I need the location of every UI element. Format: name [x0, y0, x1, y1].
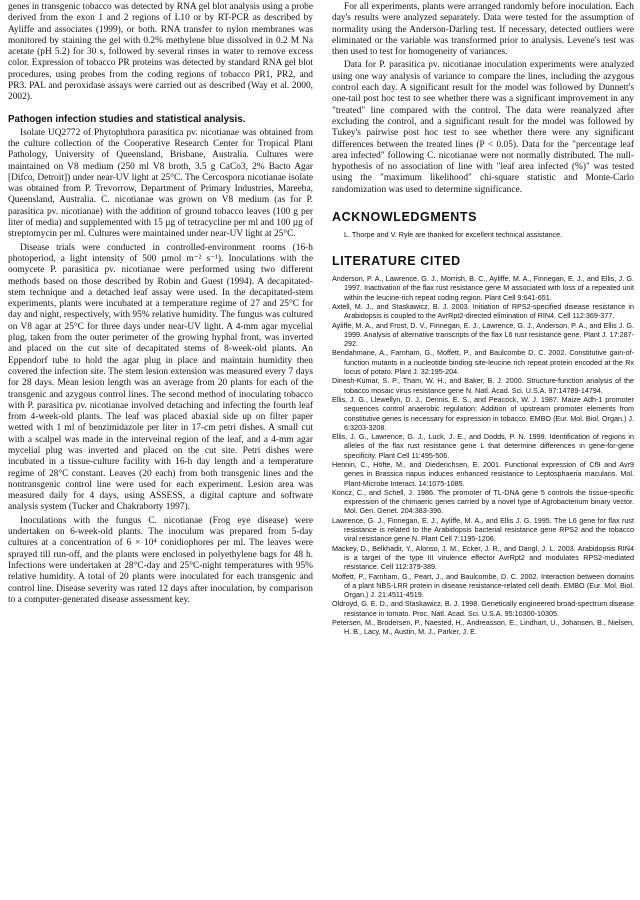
- reference-entry: Dinesh-Kumar, S. P., Tham, W. H., and Baker, B. J. 2000. Structure-function analysis of the tobacco mosaic virus resistance gene N. Natl. Acad. Sci. U.S.A. 97:14789-14794.: [332, 376, 634, 395]
- reference-entry: Petersen, M., Brodersen, P., Naested, H., Andreasson, E., Lindhart, U., Johansen, B., Nielsen, H. B., Lacy, M., Austin, M. J., Parker, J. E.: [332, 618, 634, 637]
- reference-entry: Moffett, P., Farnham, G., Peart, J., and Baulcombe, D. C. 2002. Interaction between domains of a plant NBS-LRR protein in disease resistance-related cell death. EMBO (Eur. Mol. Biol. Organ.) J. 21:4511-4519.: [332, 571, 634, 600]
- intro-paragraph: genes in transgenic tobacco was detected by RNA gel blot analysis using a probe derived from the exon 1 and 2 regions of L10 or by RT-PCR as described by Ayliffe and associates (1999), or both. RNA transfer to nylon membranes was monitored by staining the gel with 0.2% methylene blue dissolved in 0.2 M Na acetate (pH 5.2) for 30 s, followed by several rinses in water to remove excess color. Expression of tobacco PR proteins was detected by standard RNA gel blot procedures, using probes from the coding regions of tobacco PR1, PR2, and PR3. PAL and peroxidase assays were carried out as described (Way et al. 2000, 2002).: [8, 2, 313, 103]
- statistics-paragraph-1: For all experiments, plants were arranged randomly before inoculation. Each day's results were analyzed separately. Data were tested for the assumption of normality using the Anderson-Darling test. If necessary, detected outliers were eliminated or the variable was transformed prior to analysis. Levene's test was then used to test for homogeneity of variances.: [332, 2, 634, 58]
- reference-entry: Hennin, C., Höfte, M., and Diederichsen, E. 2001. Functional expression of Cf9 and Avr9 genes in Brassica napus induces enhanced resistance to Leptosphaeria maculans. Mol. Plant-Microbe Interact. 14:1075-1085.: [332, 459, 634, 488]
- isolate-paragraph: Isolate UQ2772 of Phytophthora parasitica pv. nicotianae was obtained from the culture collection of the Cooperative Research Center for Tropical Plant Pathology, University of Queensland, Brisbane, Australia. Cultures were maintained on V8 medium (250 ml V8 broth, 3.5 g CaCo3, 2% Bacto Agar [Difco, Detroit]) under near-UV light at 25°C. The Cercospora nicotianae isolate was obtained from P. Trevorrow, Department of Primary Industries, Mareeba, Queensland, Australia. C. nicotianae was grown on V8 medium (as for P. parasitica pv. nicotianae) with the addition of ground tobacco leaves (100 g per liter of media) and supplemented with 15 µg of tetracycline per ml and 100 µg of streptomycin per ml. Cultures were maintained under near-UV light at 25°C.: [8, 127, 313, 240]
- reference-entry: Koncz, C., and Schell, J. 1986. The promoter of TL-DNA gene 5 controls the tissue-specific expression of the chimaeric genes carried by a novel type of Agrobacterium binary vector. Mol. Gen. Genet. 204:383-396.: [332, 487, 634, 516]
- acknowledgments-heading: ACKNOWLEDGMENTS: [332, 210, 478, 225]
- reference-entry: Anderson, P. A., Lawrence, G. J., Morrish, B. C., Ayliffe, M. A., Finnegan, E. J., and Ellis, J. G. 1997. Inactivation of the flax rust resistance gene M associated with loss of a repeated unit within the leucine-rich repeat coding region. Plant Cell 9:641-651.: [332, 274, 634, 302]
- reference-entry: Lawrence, G. J., Finnegan, E. J., Ayliffe, M. A., and Ellis J. G. 1995. The L6 gene for flax rust resistance is related to the Arabidopsis bacterial resistance gene RPS2 and the tobacco viral resistance gene N. Plant Cell 7:1195-1206.: [332, 515, 634, 544]
- left-column: [8, 2, 313, 608]
- reference-entry: Oldroyd, G. E. D., and Staskawicz, B. J. 1998. Genetically engineered broad-spectrum disease resistance in tomato. Proc. Natl. Acad. Sci. U.S.A. 95:10300-10305.: [332, 599, 634, 618]
- reference-entry: Ellis, J. G., Llewellyn, D. J., Dennis, E. S., and Peacock, W. J. 1987. Maize Adh-1 promoter sequences control anaerobic regulation: Addition of upstream promoter elements from constitutive genes is necessary for expression in tobacco. EMBO (Eur. Mol. Biol. Organ.) J. 6:3203-3208.: [332, 394, 634, 432]
- statistics-paragraph-2: Data for P. parasitica pv. nicotianae inoculation experiments were analyzed using one way analysis of variance to compare the lines, including the azygous control each day. A significant result for the model was followed by Dunnett's one-tail post hoc test to see whether there was a significant improvement in any "treated" line compared with the control. The data were reanalyzed after excluding the control, and a significant result for the model was followed by Tukey's pairwise post hoc test to see whether there were any significant differences between the treated lines (P < 0.05). Data for the "percentage leaf area infected" following C. nicotianae were not normally distributed. The null-hypothesis of no association of line with "leaf area infected (%)" was tested using the "maximum likelihood" chi-square statistic and Monte-Carlo randomization was used to determine significance.: [332, 60, 634, 195]
- reference-entry: Mackey, D., Belkhadir, Y., Alonso, J. M., Ecker, J. R., and Dangl, J. L. 2003. Arabidopsis RIN4 is a target of the type III virulence effector AvrRpt2 and modulates RPS2-mediated resistance. Cell 112:379-389.: [332, 543, 634, 572]
- section-heading-pathogen: Pathogen infection studies and statistical analysis.: [8, 113, 246, 125]
- reference-list: [332, 274, 634, 637]
- reference-entry: Ayliffe, M. A., and Frost, D. V., Finnegan, E. J., Lawrence, G. J., Anderson, P. A., and Ellis J. G. 1999. Analysis of alternative transcripts of the flax L6 rust resistance gene. Plant J. 17:287-292.: [332, 320, 634, 349]
- literature-cited-heading: LITERATURE CITED: [332, 254, 461, 269]
- acknowledgments-text: L. Thorpe and V. Ryle are thanked for excellent technical assistance.: [344, 230, 563, 240]
- reference-entry: Ellis, J. G., Lawrence, G. J., Luck, J. E., and Dodds, P. N. 1999. Identification of regions in alleles of the flax rust resistance gene L that determine differences in gene-for-gene specificity. Plant Cell 11:495-506.: [332, 432, 634, 460]
- cercospora-paragraph: Inoculations with the fungus C. nicotianae (Frog eye disease) were undertaken on 6-week-old plants. The inoculum was prepared from 5-day cultures at a concentration of 6 × 10⁴ conidiophores per ml. The leaves were sprayed till run-off, and the plants were enclosed in polyethylene bags for 48 h. Infections were undertaken at 28°C-day and 25°C-night temperatures with 95% relative humidity. A total of 20 plants were inoculated for each transgenic and control line. Disease severity was rated 12 days after inoculation, by comparison to a computer-generated disease assessment key.: [8, 515, 313, 605]
- disease-trials-paragraph: Disease trials were conducted in controlled-environment rooms (16-h photoperiod, a light intensity of 500 µmol m⁻² s⁻¹). Inoculations with the oomycete P. parasitica pv. nicotianae were performed using two different methods based on those described by Robin and Guest (1994). A decapitated-stem technique and a detached leaf assay were used. In the decapitated-stem experiments, plants were incubated at a temperature regime of 27 and 25°C for day and night, respectively, with 95% relative humidity. The fungus was cultured on V8 agar at 25°C for three days under near-UV light. A 4-mm agar mycelial plug, taken from the outer perimeter of the growing hyphal front, was inverted and placed on the cut site of decapitated stems of 8-week-old plants. An Eppendorf tube to hold the agar plug in place and maintain humidity then covered the infection site. The stem lesion extension was measured every 7 days for 28 days. Mean lesion length was an average from 20 plants for each of the transgenic and azygous control lines. The second method of inoculating tobacco with P. parasitica pv. nicotianae involved detaching and infecting the fourth leaf from 4-week-old plants. The leaf was placed abaxial side up on filter paper wetted with 1 ml of benzimidazole per liter in 17-cm petri dishes. A small cut with a scalpel was made in the interveinal region of the leaf, and a 4-mm agar mycelial plug was inverted and placed on the cut site. Petri dishes were incubated in a tissue-culture facility with 16-h day length and a temperature regime of 28°C constant. Leaves (20 each) from both transgenic lines and the nontransgenic control line were used for each experiment. Lesion area was measured daily for 4 days, using ASSESS, a digital capture and software analysis system (Tucker and Chakraborty 1997).: [8, 242, 313, 513]
- right-column: [332, 2, 634, 637]
- reference-entry: Bendahmane, A., Farnham, G., Moffett, P., and Baulcombe D. C. 2002. Constitutive gain-of-function mutants in a nucleotide binding site-leucine rich repeat protein encoded at the Rx locus of potato. Plant J. 32:195-204.: [332, 348, 634, 377]
- reference-entry: Axtell, M. J., and Staskawicz, B. J. 2003. Initiation of RPS2-specified disease resistance in Arabidopsis is coupled to the AvrRpt2-directed elimination of RIN4. Cell 112:369-377.: [332, 301, 634, 321]
